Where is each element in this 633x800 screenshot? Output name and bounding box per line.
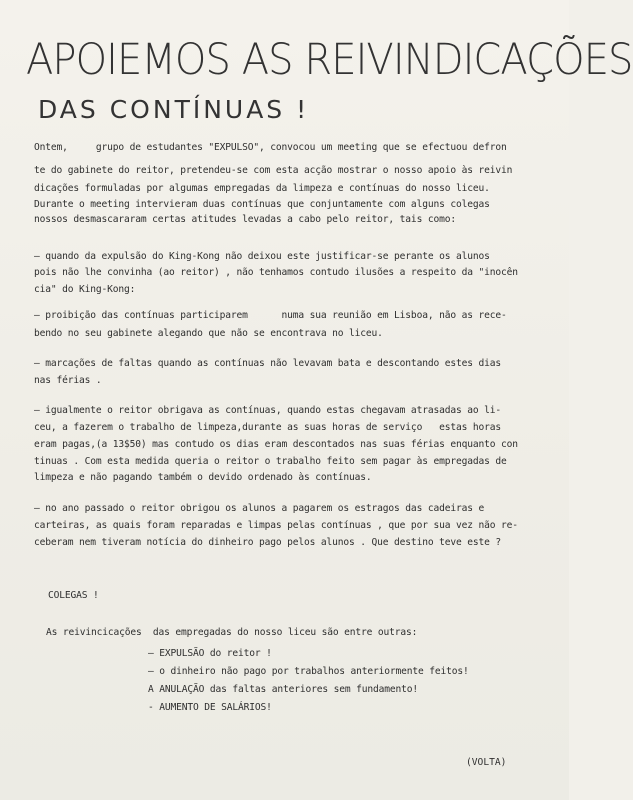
- paragraph-1-line: te do gabinete do reitor, pretendeu-se com esta acção mostrar o nosso apoio às reivin: [34, 165, 513, 176]
- demands-intro: As reivincicações das empregadas do nosso liceu são entre outras:: [46, 627, 418, 638]
- paragraph-2-line: — quando da expulsão do King-Kong não deixou este justificar-se perante os alunos: [34, 251, 490, 262]
- paragraph-2-line: cia" do King-Kong:: [34, 284, 136, 295]
- paragraph-6-line: carteiras, as quais foram reparadas e limpas pelas contínuas , que por sua vez não re-: [34, 520, 518, 531]
- paragraph-1-line: Durante o meeting intervieram duas contínuas que conjuntamente com alguns colegas: [34, 199, 490, 210]
- turn-over-note: (VOLTA): [466, 757, 507, 768]
- paragraph-5-line: eram pagas,(a 13$50) mas contudo os dias eram descontados nas suas férias enquanto con: [34, 439, 518, 450]
- colegas-heading: COLEGAS !: [48, 590, 99, 601]
- paragraph-1-line: nossos desmascararam certas atitudes levadas a cabo pelo reitor, tais como:: [34, 214, 456, 225]
- paragraph-6-line: — no ano passado o reitor obrigou os alunos a pagarem os estragos das cadeiras e: [34, 503, 485, 514]
- subheadline: DAS CONTÍNUAS !: [38, 95, 310, 124]
- demand-item: A ANULAÇÃO das faltas anteriores sem fundamento!: [148, 684, 419, 695]
- demand-item: — EXPULSÃO do reitor !: [148, 648, 272, 659]
- paragraph-2-line: pois não lhe convinha (ao reitor) , não tenhamos contudo ilusões a respeito da "inocên: [34, 267, 518, 278]
- paragraph-4-line: — marcações de faltas quando as contínuas não levavam bata e descontando estes dias: [34, 358, 501, 369]
- paragraph-5-line: limpeza e não pagando também o devido ordenado às contínuas.: [34, 472, 372, 483]
- paragraph-3-line: — proibição das contínuas participarem numa sua reunião em Lisboa, não as rece-: [34, 310, 507, 321]
- demands-list: [148, 646, 469, 716]
- paragraph-5-line: — igualmente o reitor obrigava as contínuas, quando estas chegavam atrasadas ao li-: [34, 405, 501, 416]
- paragraph-5-line: tinuas . Com esta medida queria o reitor o trabalho feito sem pagar às empregadas de: [34, 456, 507, 467]
- demand-item: — o dinheiro não pago por trabalhos anteriormente feitos!: [148, 666, 469, 677]
- paragraph-6-line: ceberam nem tiveram notícia do dinheiro pago pelos alunos . Que destino teve este ?: [34, 537, 501, 548]
- paragraph-3-line: bendo no seu gabinete alegando que não se encontrava no liceu.: [34, 328, 383, 339]
- paragraph-1-line: dicações formuladas por algumas empregadas da limpeza e contínuas do nosso liceu.: [34, 183, 490, 194]
- paragraph-1-line: Ontem, grupo de estudantes "EXPULSO", convocou um meeting que se efectuou defron: [34, 142, 507, 153]
- headline: APOIEMOS AS REIVINDICAÇÕES: [26, 35, 633, 85]
- paragraph-5-line: ceu, a fazerem o trabalho de limpeza,durante as suas horas de serviço estas horas: [34, 422, 501, 433]
- paragraph-4-line: nas férias .: [34, 375, 102, 386]
- demand-item: - AUMENTO DE SALÁRIOS!: [148, 702, 272, 713]
